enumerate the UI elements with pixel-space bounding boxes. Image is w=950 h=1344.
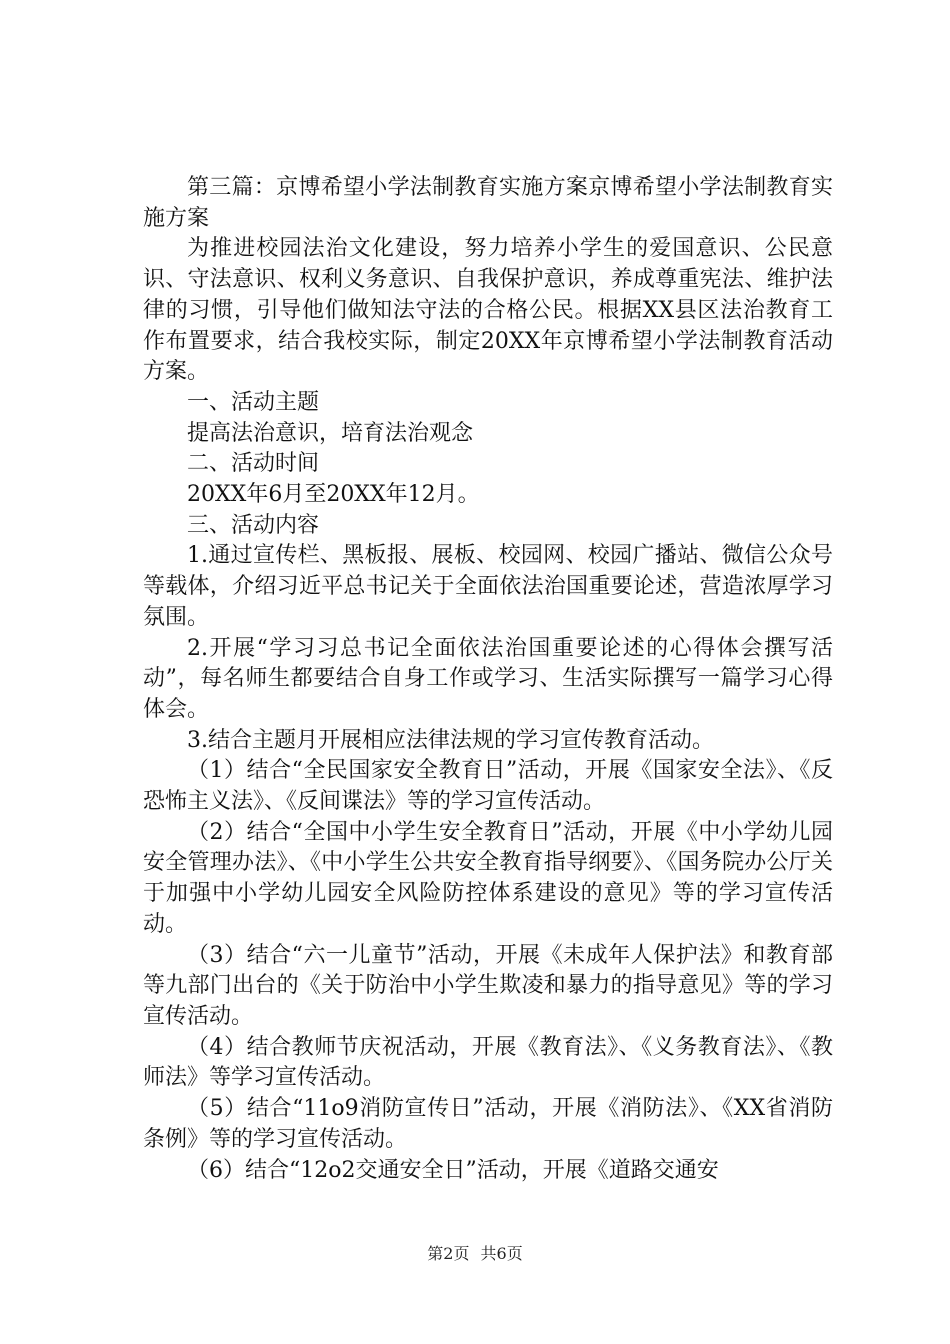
page-number: 第2页 bbox=[427, 1244, 470, 1263]
page-footer bbox=[0, 1243, 950, 1265]
paragraph-subitem-2: （2）结合“全国中小学生安全教育日”活动，开展《中小学幼儿园安全管理办法》、《中小学生公共安全教育指导纲要》、《国务院办公厅关于加强中小学幼儿园安全风险防控体系建设的意见》等的学习宣传活动。 bbox=[143, 819, 833, 937]
paragraph-subitem-3: （3）结合“六一儿童节”活动，开展《未成年人保护法》和教育部等九部门出台的《关于防治中小学生欺凌和暴力的指导意见》等的学习宣传活动。 bbox=[143, 942, 833, 1029]
section-heading-theme: 一、活动主题 bbox=[187, 389, 320, 415]
paragraph-time: 20XX年6月至20XX年12月。 bbox=[187, 482, 480, 508]
paragraph-subitem-4: （4）结合教师节庆祝活动，开展《教育法》、《义务教育法》、《教师法》等学习宣传活动。 bbox=[143, 1034, 833, 1091]
document-title: 第三篇：京博希望小学法制教育实施方案京博希望小学法制教育实施方案 bbox=[143, 175, 833, 231]
paragraph-item-3: 3.结合主题月开展相应法律法规的学习宣传教育活动。 bbox=[187, 727, 714, 753]
paragraph-item-2: 2.开展“学习习总书记全面依法治国重要论述的心得体会撰写活动”，每名师生都要结合自身工作或学习、生活实际撰写一篇学习心得体会。 bbox=[143, 635, 833, 722]
paragraph-intro: 为推进校园法治文化建设，努力培养小学生的爱国意识、公民意识、守法意识、权利义务意识、自我保护意识，养成尊重宪法、维护法律的习惯，引导他们做知法守法的合格公民。根据XX县区法治教育工作布置要求，结合我校实际，制定20XX年京博希望小学法制教育活动方案。 bbox=[143, 236, 833, 385]
paragraph-theme: 提高法治意识，培育法治观念 bbox=[187, 420, 474, 446]
page-total: 共6页 bbox=[480, 1244, 523, 1263]
document-body bbox=[143, 173, 833, 1186]
paragraph-item-1: 1.通过宣传栏、黑板报、展板、校园网、校园广播站、微信公众号等载体，介绍习近平总书记关于全面依法治国重要论述，营造浓厚学习氛围。 bbox=[143, 543, 833, 630]
paragraph-subitem-6: （6）结合“12o2交通安全日”活动，开展《道路交通安 bbox=[187, 1157, 719, 1183]
section-heading-content: 三、活动内容 bbox=[187, 512, 320, 538]
section-heading-time: 二、活动时间 bbox=[187, 451, 320, 477]
paragraph-subitem-5: （5）结合“11o9消防宣传日”活动，开展《消防法》、《XX省消防条例》等的学习宣传活动。 bbox=[143, 1096, 833, 1152]
paragraph-subitem-1: （1）结合“全民国家安全教育日”活动，开展《国家安全法》、《反恐怖主义法》、《反间谍法》等的学习宣传活动。 bbox=[143, 758, 833, 815]
